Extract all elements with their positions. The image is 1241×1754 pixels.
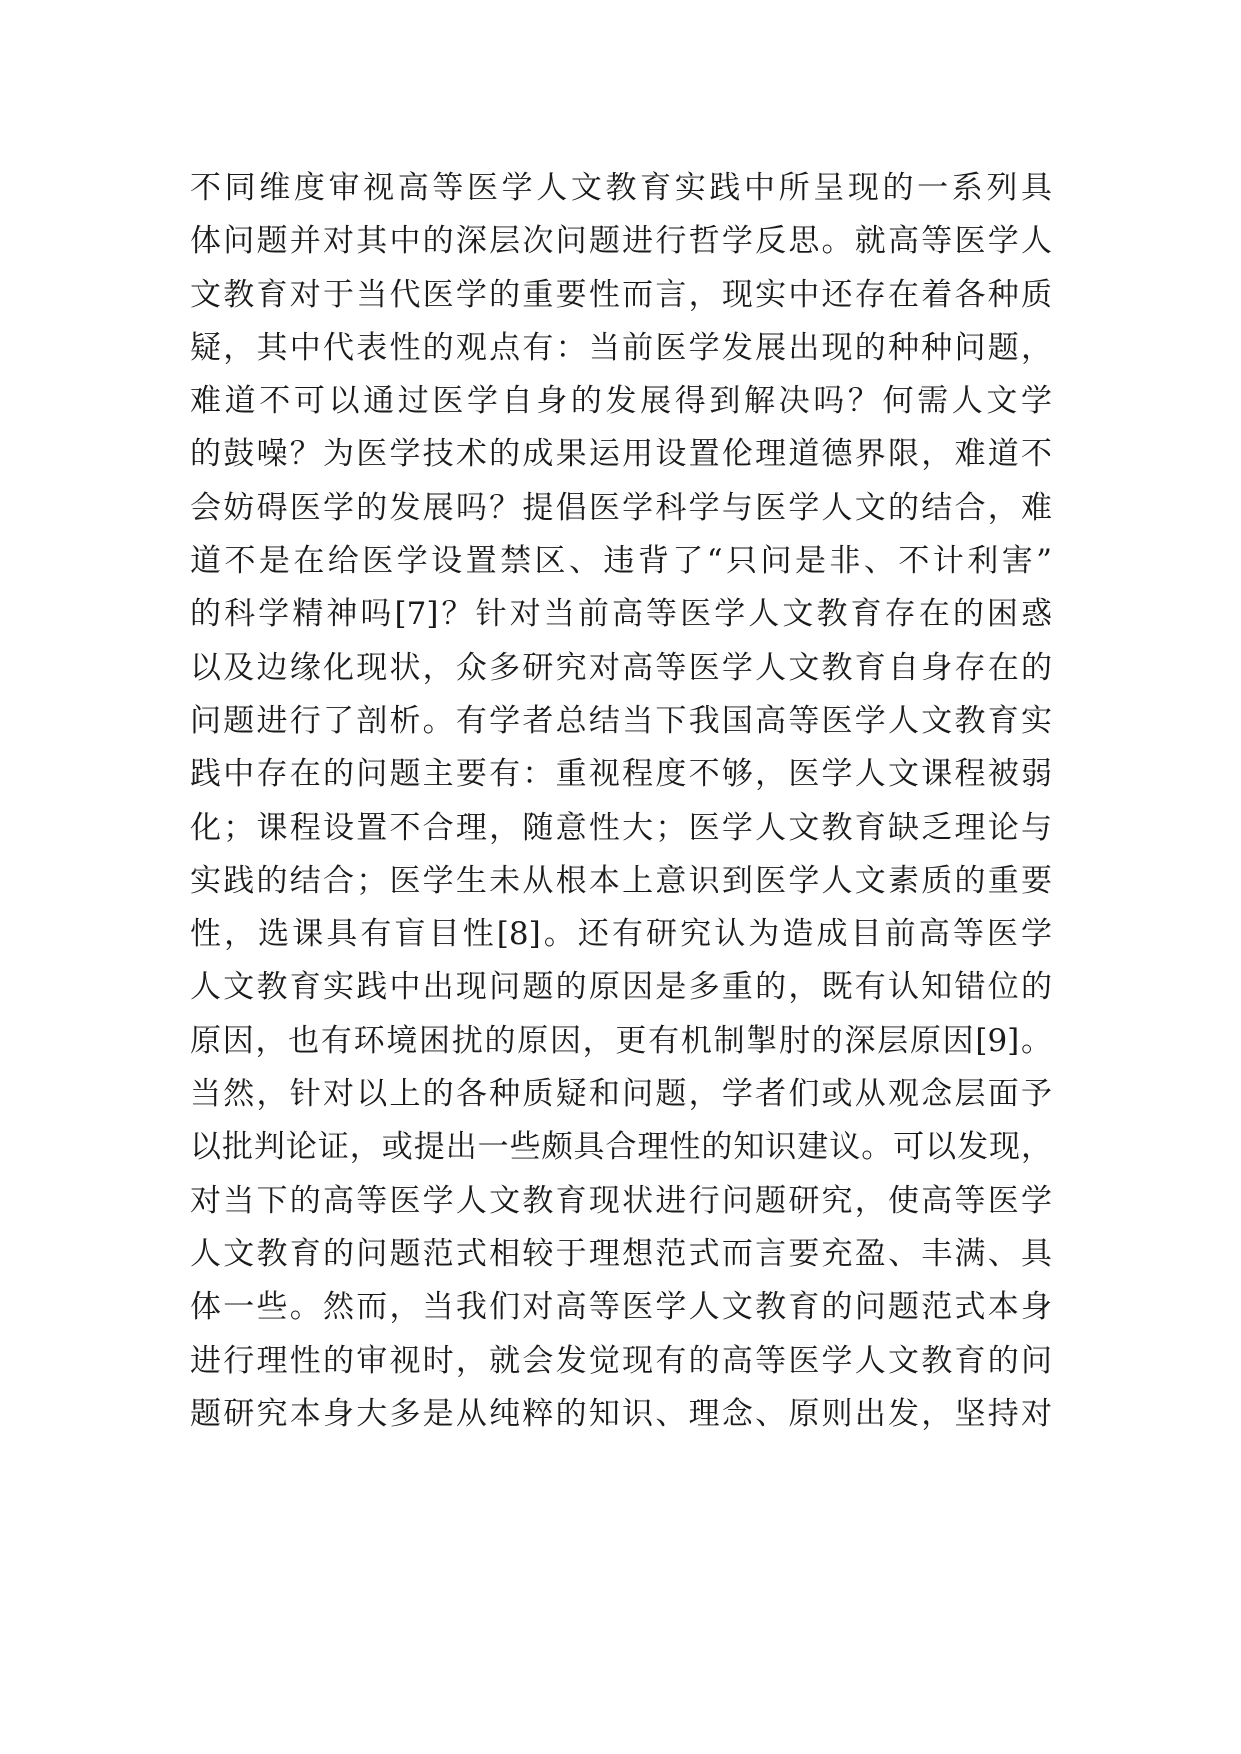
text-line: 不同维度审视高等医学人文教育实践中所呈现的一系列具 bbox=[190, 170, 1052, 206]
text-line: 进行理性的审视时，就会发觉现有的高等医学人文教育的问 bbox=[190, 1342, 1052, 1379]
text-line: 道不是在给医学设置禁区、违背了“只问是非、不计利害” bbox=[190, 543, 1052, 580]
text-line: 人文教育的问题范式相较于理想范式而言要充盈、丰满、具 bbox=[190, 1235, 1052, 1272]
text-line: 对当下的高等医学人文教育现状进行问题研究，使高等医学 bbox=[190, 1182, 1052, 1219]
text-line: 实践的结合；医学生未从根本上意识到医学人文素质的重要 bbox=[190, 862, 1052, 899]
text-line: 文教育对于当代医学的重要性而言，现实中还存在着各种质 bbox=[190, 276, 1052, 313]
text-line: 以批判论证，或提出一些颇具合理性的知识建议。可以发现， bbox=[190, 1129, 1052, 1166]
text-line: 的鼓噪？为医学技术的成果运用设置伦理道德界限，难道不 bbox=[190, 436, 1052, 473]
text-line: 体问题并对其中的深层次问题进行哲学反思。就高等医学人 bbox=[190, 223, 1052, 260]
text-line: 性，选课具有盲目性[8]。还有研究认为造成目前高等医学 bbox=[190, 916, 1052, 953]
text-line: 题研究本身大多是从纯粹的知识、理念、原则出发，坚持对 bbox=[190, 1395, 1052, 1432]
text-line: 践中存在的问题主要有：重视程度不够，医学人文课程被弱 bbox=[190, 756, 1052, 793]
text-line: 以及边缘化现状，众多研究对高等医学人文教育自身存在的 bbox=[190, 649, 1052, 686]
text-line: 原因，也有环境困扰的原因，更有机制掣肘的深层原因[9]。 bbox=[190, 1022, 1052, 1059]
text-line: 体一些。然而，当我们对高等医学人文教育的问题范式本身 bbox=[190, 1289, 1052, 1326]
text-line: 疑，其中代表性的观点有：当前医学发展出现的种种问题， bbox=[190, 329, 1052, 366]
body-paragraph bbox=[190, 162, 1052, 1441]
text-line: 难道不可以通过医学自身的发展得到解决吗？何需人文学 bbox=[190, 383, 1052, 420]
text-line: 的科学精神吗[7]？针对当前高等医学人文教育存在的困惑 bbox=[190, 596, 1052, 633]
text-line: 当然，针对以上的各种质疑和问题，学者们或从观念层面予 bbox=[190, 1076, 1052, 1113]
text-line: 化；课程设置不合理，随意性大；医学人文教育缺乏理论与 bbox=[190, 809, 1052, 846]
text-line: 人文教育实践中出现问题的原因是多重的，既有认知错位的 bbox=[190, 969, 1052, 1006]
text-line: 会妨碍医学的发展吗？提倡医学科学与医学人文的结合，难 bbox=[190, 489, 1052, 526]
text-line: 问题进行了剖析。有学者总结当下我国高等医学人文教育实 bbox=[190, 702, 1052, 739]
